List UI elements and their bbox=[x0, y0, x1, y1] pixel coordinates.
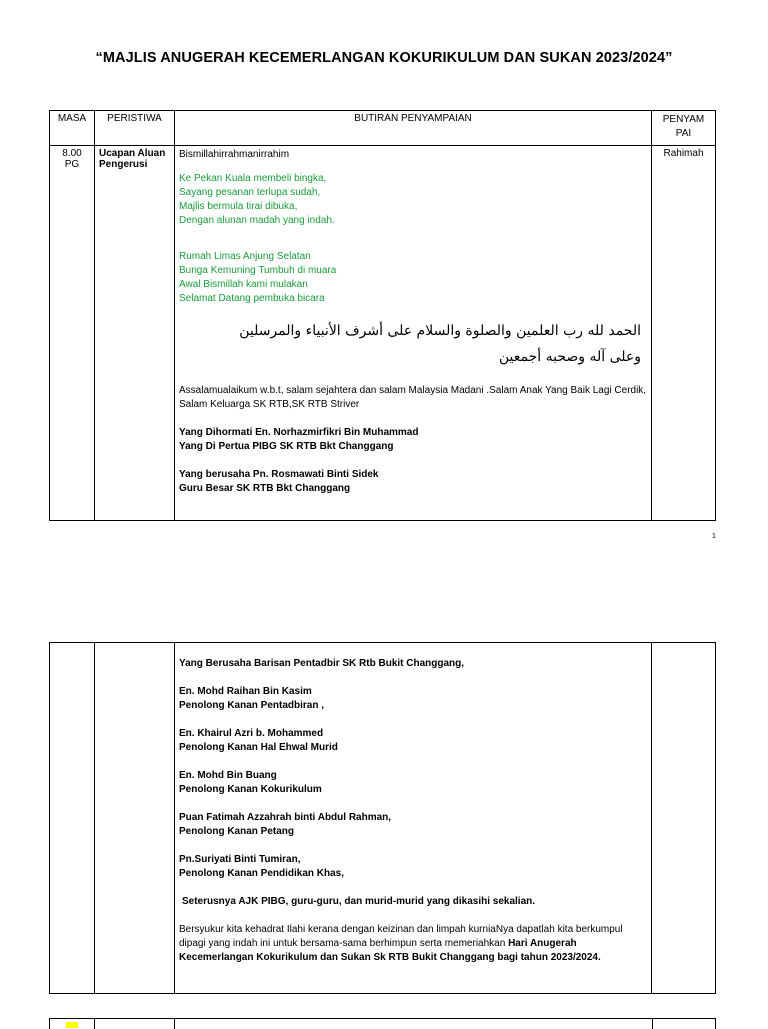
pk-name: En. Khairul Azri b. Mohammed bbox=[179, 728, 324, 739]
vip-title: Guru Besar SK RTB Bkt Changgang bbox=[179, 483, 351, 494]
pantun-line: Sayang pesanan terlupa sudah, bbox=[179, 187, 321, 198]
cell-masa bbox=[50, 643, 95, 994]
cell-peristiwa: Ucapan Aluan Pengerusi bbox=[95, 146, 175, 521]
table-row bbox=[50, 146, 716, 521]
pk-role: Penolong Kanan Petang bbox=[179, 826, 295, 837]
table-row bbox=[50, 643, 716, 994]
cell-butiran bbox=[175, 146, 652, 521]
pk-name: En. Mohd Bin Buang bbox=[179, 770, 277, 781]
schedule-table-page-2 bbox=[49, 642, 716, 994]
header-masa: MASA bbox=[50, 111, 95, 146]
barisan-text: Yang Berusaha Barisan Pentadbir SK Rtb Bukit Changgang, bbox=[179, 658, 465, 669]
vip-name: Yang Dihormati En. Norhazmirfikri Bin Muhammad bbox=[179, 427, 419, 438]
pk-name: En. Mohd Raihan Bin Kasim bbox=[179, 686, 312, 697]
pk-name: Puan Fatimah Azzahrah binti Abdul Rahman, bbox=[179, 812, 392, 823]
table-header-row bbox=[50, 111, 716, 146]
pantun-line: Awal Bismillah kami mulakan bbox=[179, 279, 308, 290]
seterusnya-text: Seterusnya AJK PIBG, guru-guru, dan murid-murid yang dikasihi sekalian. bbox=[182, 896, 536, 907]
pantun-line: Dengan alunan madah yang indah. bbox=[179, 215, 335, 226]
pantun-line: Bunga Kemuning Tumbuh di muara bbox=[179, 265, 337, 276]
opening-text: Bismillahirrahmanirrahim bbox=[179, 149, 290, 160]
cell-peristiwa bbox=[95, 643, 175, 994]
bersyukur-bold: Hari Anugerah Kecemerlangan Kokurikulum dan Sukan Sk RTB Bukit Changgang bagi tahun 2023/2024. bbox=[179, 938, 601, 963]
pk-role: Penolong Kanan Hal Ehwal Murid bbox=[179, 742, 338, 753]
pk-role: Penolong Kanan Pentadbiran , bbox=[179, 700, 325, 711]
bersyukur-plain: Bersyukur kita kehadrat Ilahi kerana dengan keizinan dan limpah kurniaNya dapatlah kita berkumpul dipagi yang indah ini untuk bersama-sama berhimpun serta memeriahkan bbox=[179, 924, 623, 949]
header-butiran: BUTIRAN PENYAMPAIAN bbox=[175, 111, 652, 146]
schedule-table-page-1 bbox=[49, 110, 716, 521]
cell-penyampai: Rahimah bbox=[652, 146, 716, 521]
salam-text: Assalamualaikum w.b.t, salam sejahtera dan salam Malaysia Madani .Salam Anak Yang Baik Lagi Cerdik, Salam Keluarga SK RTB,SK RTB Striver bbox=[179, 385, 647, 410]
pantun-line: Selamat Datang pembuka bicara bbox=[179, 293, 325, 304]
pk-name: Pn.Suriyati Binti Tumiran, bbox=[179, 854, 301, 865]
pantun-line: Majlis bermula tirai dibuka, bbox=[179, 201, 298, 212]
cell-penyampai bbox=[652, 643, 716, 994]
highlight-mark bbox=[66, 1022, 78, 1028]
pantun-line: Ke Pekan Kuala membeli bingka, bbox=[179, 173, 327, 184]
arabic-doa: الحمد لله رب العلمين والصلوة والسلام على أشرف الأنبياء والمرسلين وعلى آله وصحبه أجمعين bbox=[239, 323, 641, 365]
page-number: 1 bbox=[712, 533, 716, 540]
pk-role: Penolong Kanan Pendidikan Khas, bbox=[179, 868, 345, 879]
cell-masa: 8.00 PG bbox=[50, 146, 95, 521]
pantun-line: Rumah Limas Anjung Selatan bbox=[179, 251, 311, 262]
pk-role: Penolong Kanan Kokurikulum bbox=[179, 784, 322, 795]
vip-name: Yang berusaha Pn. Rosmawati Binti Sidek bbox=[179, 469, 379, 480]
document-title: “MAJLIS ANUGERAH KECEMERLANGAN KOKURIKULUM DAN SUKAN 2023/2024” bbox=[95, 50, 673, 66]
vip-title: Yang Di Pertua PIBG SK RTB Bkt Changgang bbox=[179, 441, 394, 452]
bersyukur-text bbox=[179, 923, 647, 965]
header-penyampai: PENYAM PAI bbox=[652, 111, 716, 146]
header-peristiwa: PERISTIWA bbox=[95, 111, 175, 146]
cell-butiran bbox=[175, 643, 652, 994]
